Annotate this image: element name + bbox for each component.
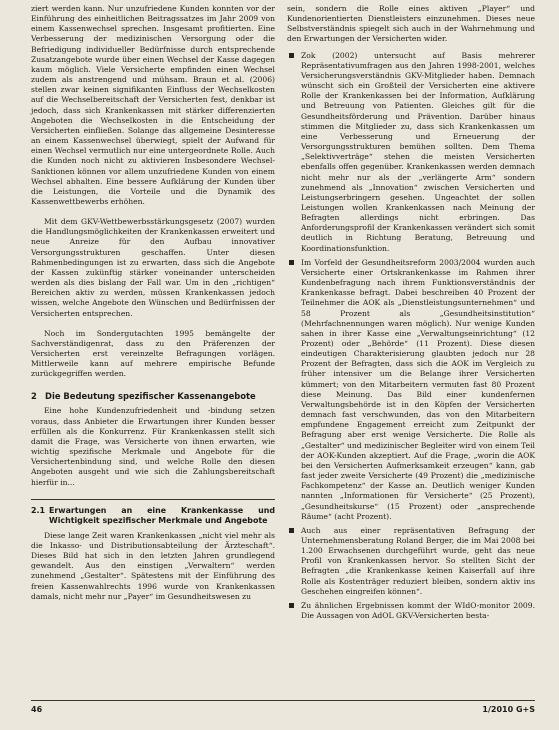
- bullet-item: [287, 601, 535, 621]
- bullet-text: Im Vorfeld der Gesundheitsreform 2003/2004 wurden auch Versicherte einer Ortskrankenkasse im Rahmen ihrer Kundenbefragung nach ihrem Funktionsverständnis der Krankenkasse befragt. Dabei beschreiben 40 Prozent der Teilnehmer die AOK als „Dienstleistungsunternehmen“ und 58 Prozent als „Gesundheitsinstitution“ (Mehrfachnennungen waren möglich). Nur wenige Kunden sahen in ihrer Kasse eine „Verwaltungseinrichtung“ (12 Prozent) oder „Behörde“ (11 Prozent). Diese diesen eindeutigen Charakterisierung glaubten jedoch nur 28 Prozent der Befragten, dass sich die AOK im Vergleich zu früher intensiver um die Belange ihrer Versicherten kümmert; von den Mitarbeitern vermuten fast 80 Prozent diese Meinung. Das Bild einer kundenfernen Verwaltungsbehörde ist in den Köpfen der Versicherten demnach fast verschwunden, das von den Mitarbeitern empfundene Engagement erreicht zum Zeitpunkt der Befragung aber erst wenige Versicherte. Die Rolle als „Gestalter“ und medizinischer Begleiter wird von einem Teil der AOK-Kunden akzeptiert. Auf die Frage, „worin die AOK bei den Versicherten Aufmerksamkeit erzeugen“ kann, gab fast jeder zweite Versicherte (49 Prozent) die „medizinische Fachkompetenz“ der Kasse an. Deutlich weniger Kunden nannten „Informationen für Versicherte“ (25 Prozent), „Gesundheitskurse“ (15 Prozent) oder „ansprechende Räume“ (acht Prozent).: [301, 257, 535, 521]
- body-paragraph: Mit dem GKV-Wettbewerbsstärkungsgesetz (2007) wurden die Handlungsmöglichkeiten der Krankenkassen erweitert und neue Anreize für den Aufbau innovativer Versorgungsstrukturen geschaffen. Unter diesen Rahmenbedingungen ist zu erwarten, dass sich die Angebote der Kassen zukünftig stärker voneinander unterscheiden werden als dies bislang der Fall war. Um in den „richtigen“ Bereichen aktiv zu werden, müssen Krankenkassen jedoch wissen, welche Angebote den Wünschen und Bedürfnissen der Versicherten entsprechen.: [31, 217, 275, 318]
- left-column: [31, 4, 275, 602]
- bullet-item: [287, 258, 535, 522]
- body-paragraph: sein, sondern die Rolle eines aktiven „Player“ und Kundenorientierten Dienstleisters einzunehmen. Dieses neue Selbstverständnis spiegelt sich auch in der Wahrnehmung und den Erwartungen der Versicherten wider.: [287, 4, 535, 44]
- page-number: 46: [31, 705, 43, 714]
- subsection-heading: [31, 499, 275, 526]
- body-paragraph: Diese lange Zeit waren Krankenkassen „nicht viel mehr als die Inkasso- und Distributionsabteilung der Ärzteschaft“. Dieses Bild hat sich in den letzten Jahren grundlegend gewandelt. Aus den einstigen „Verwaltern“ werden zunehmend „Gestalter“. Spätestens mit der Einführung des freien Kassenwahlrechts 1996 wurde von Krankenkassen damals, nicht mehr nur „Payer“ im Gesundheitswesen zu: [31, 530, 275, 601]
- square-bullet-icon: [289, 53, 294, 58]
- section-heading: [31, 391, 275, 402]
- body-paragraph: Eine hohe Kundenzufriedenheit und -bindung setzen voraus, dass Anbieter die Erwartungen ihrer Kunden besser erfüllen als die Konkurrenz. Für Krankenkassen stellt sich damit die Frage, was Versicherte von ihnen erwarten, wie wichtig spezifische Merkmale und Angebote für die Versichertenbindung sind, und welche Rolle den diesen Angeboten ausgeht und wie sich die Zahlungsbereitschaft hierfür in...: [31, 406, 275, 487]
- body-paragraph: Noch im Sondergutachten 1995 bemängelte der Sachverständigenrat, dass zu den Präferenzen der Versicherten erst vereinzelte Befragungen vorlägen. Mittlerweile kann auf mehrere empirische Befunde zurückgegriffen werden.: [31, 328, 275, 379]
- journal-issue: 1/2010 G+S: [482, 705, 535, 714]
- square-bullet-icon: [289, 603, 294, 608]
- subsection-number: 2.1: [31, 505, 45, 515]
- bullet-list: [287, 51, 535, 622]
- bullet-item: [287, 51, 535, 254]
- page-footer: [31, 700, 535, 719]
- square-bullet-icon: [289, 528, 294, 533]
- square-bullet-icon: [289, 260, 294, 265]
- bullet-item: [287, 526, 535, 597]
- section-number: 2: [31, 391, 37, 402]
- subsection-title: Erwartungen an eine Krankenkasse und Wichtigkeit spezifischer Merkmale und Angebote: [49, 505, 275, 525]
- bullet-text: Zu ähnlichen Ergebnissen kommt der WIdO-monitor 2009. Die Aussagen von AdOL GKV-Versicherten besta-: [301, 600, 535, 621]
- bullet-text: Zok (2002) untersucht auf Basis mehrerer Repräsentativumfragen aus den Jahren 1998-2001, welches Versicherungsverständnis GKV-Mitglieder haben. Demnach wünscht sich ein Großteil der Versicherten eine aktivere Rolle der Krankenkassen bei der Information, Aufklärung und Betreuung von Patienten. Gleiches gilt für die Gesundheitsförderung und Prävention. Darüber hinaus stimmen die Mitglieder zu, dass sich Krankenkassen um eine Verbesserung und Erneuerung der Versorgungsstrukturen bemühen sollten. Dem Thema „Selektivverträge“ stehen die meisten Versicherten ebenfalls offen gegenüber. Krankenkassen werden demnach nicht mehr nur als der „verlängerte Arm“ sondern zunehmend als „Innovation“ zwischen Versicherten und Leistungserbringern gesehen. Ungeachtet der sollen Leistungen wollen Krankenkassen nach Meinung der Befragten allerdings nicht erbringen. Das Anforderungsprofil der Krankenkassen verändert sich somit deutlich in Richtung Beratung, Betreuung und Koordinationsfunktion.: [301, 50, 535, 253]
- body-paragraph: ziert werden kann. Nur unzufriedene Kunden konnten vor der Einführung des einheitlichen Beitragssatzes im Jahr 2009 von einem Kassenwechsel sprechen. Insgesamt profitierten. Eine Verbesserung der medizinischen Versorgung oder die Befriedigung individueller Bedürfnisse durch entsprechende Zusatzangebote wurde über einen Wechsel der Kasse dagegen kaum möglich. Viele Versicherte empfinden einen Wechsel zudem als anstrengend und mühsam. Braun et al. (2006) stellen zwar keinen signifikanten Einfluss der Wechselkosten auf die Wechselbereitschaft der Versicherten fest, denkbar ist jedoch, dass sich Krankenkassen mit stärker differenzierten Angeboten die Wechselkosten in die Entscheidung der Versicherten einfließen. Solange das allgemeine Desinteresse an einem Kassenwechsel überwiegt, spielt der Aufwand für einen Wechsel vermutlich nur eine untergeordnete Rolle. Auch die Kunden noch nicht zu aktivieren Insbesondere Wechsel-Sanktionen können vor allem unzufriedene Kunden von einem Wechsel abhalten. Eine bessere Aufklärung der Kunden über die Leistungen, die Vorteile und die Dynamik des Kassenwettbewerbs erhöhen.: [31, 4, 275, 206]
- bullet-text: Auch aus einer repräsentativen Befragung der Unternehmensberatung Roland Berger, die im Mai 2008 bei 1.200 Erwachsenen durchgeführt wurde, geht das neue Profil von Krankenkassen hervor. So stellten Sicht der Befragten „die Krankenkasse keinen Kaiserfall auf ihre Rolle als Kostenträger reduziert bleiben, sondern aktiv ins Geschehen eingreifen können“.: [301, 525, 535, 596]
- right-column: [287, 4, 535, 621]
- section-title: Die Bedeutung spezifischer Kassenangebote: [45, 391, 256, 402]
